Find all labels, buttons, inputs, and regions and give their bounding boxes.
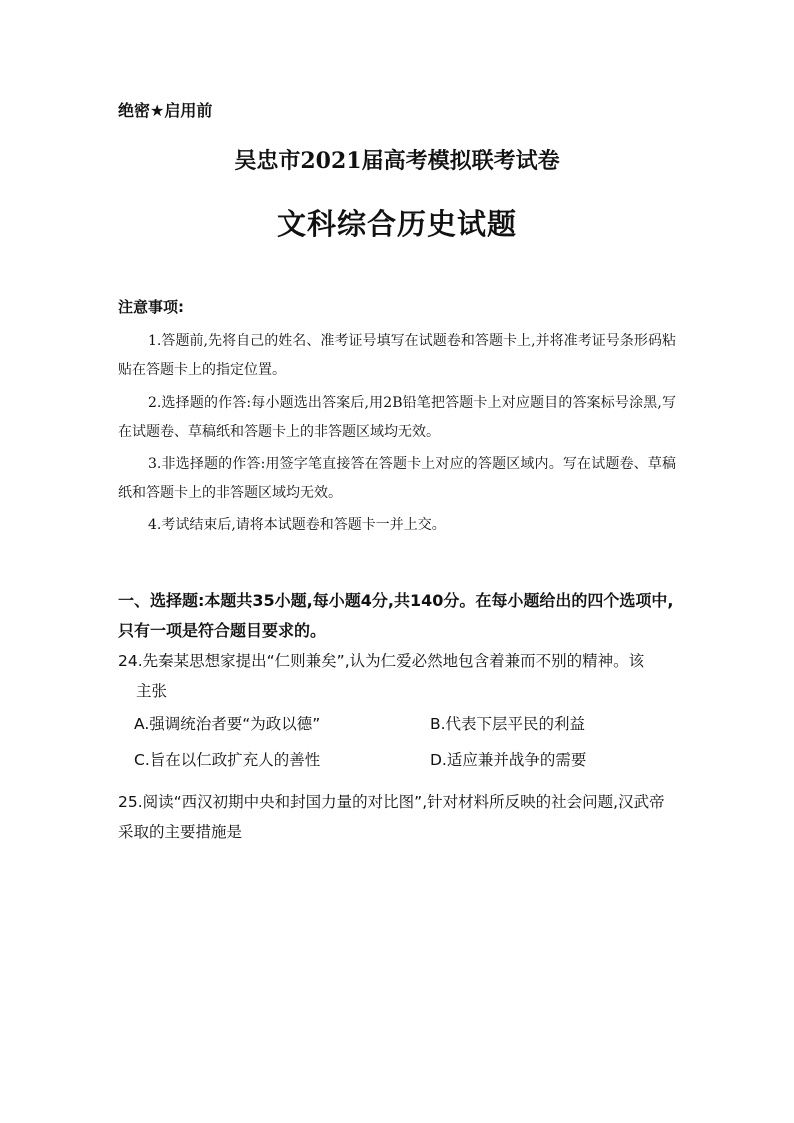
question-stem-continued: 主张 (136, 682, 168, 700)
note-text: 1.答题前,先将自己的姓名、准考证号填写在试题卷和答题卡上,并将准考证号条形码粘贴在答题卡上的指定位置。 (118, 333, 676, 378)
question-stem: 24.先秦某思想家提出“仁则兼矣”,认为仁爱必然地包含着兼而不别的精神。该 (118, 652, 645, 670)
note-item (118, 450, 676, 508)
option-c: C.旨在以仁政扩充人的善性 (134, 751, 321, 769)
question-stem: 25.阅读“西汉初期中央和封国力量的对比图”,针对材料所反映的社会问题,汉武帝采取的主要措施是 (118, 793, 665, 841)
exam-title: 吴忠市2021届高考模拟联考试卷 (234, 148, 560, 174)
option-d: D.适应兼并战争的需要 (430, 751, 587, 769)
question-25 (118, 787, 678, 847)
subject-title: 文科综合历史试题 (276, 207, 517, 241)
note-text: 2.选择题的作答:每小题选出答案后,用2B铅笔把答题卡上对应题目的答案标号涂黑,写在试题卷、草稿纸和答题卡上的非答题区域均无效。 (118, 395, 676, 440)
note-text: 4.考试结束后,请将本试题卷和答题卡一并上交。 (148, 517, 446, 533)
option-b: B.代表下层平民的利益 (430, 715, 586, 733)
note-item (118, 511, 676, 540)
note-text: 3.非选择题的作答:用签字笔直接答在答题卡上对应的答题区域内。写在试题卷、草稿纸和答题卡上的非答题区域均无效。 (118, 456, 676, 501)
question-24 (118, 646, 678, 706)
section-heading: 一、选择题:本题共35小题,每小题4分,共140分。在每小题给出的四个选项中,只有一项是符合题目要求的。 (118, 591, 674, 640)
secret-label: 绝密★启用前 (118, 101, 213, 120)
note-item (118, 389, 676, 447)
notes-heading: 注意事项: (118, 298, 184, 316)
option-a: A.强调统治者要“为政以德” (134, 715, 321, 733)
note-item (118, 327, 676, 385)
